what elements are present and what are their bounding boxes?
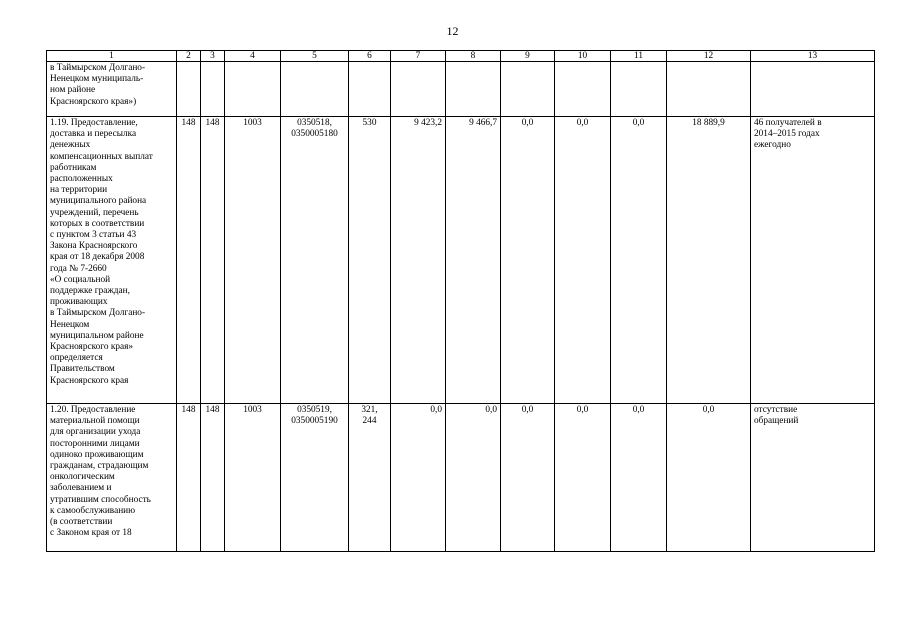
column-number: 10 <box>555 51 611 62</box>
value-cell: 0,0 <box>446 404 501 552</box>
total-cell: 18 889,9 <box>667 117 751 404</box>
measure-name-cell: в Таймырском Долгано- Ненецком муниципаль- ном районе Красноярского края») <box>47 62 177 117</box>
column-number: 5 <box>281 51 349 62</box>
column-number: 9 <box>501 51 555 62</box>
gr-code-cell: 148 <box>177 117 201 404</box>
expense-type-cell: 321, 244 <box>349 404 391 552</box>
total-cell: 0,0 <box>667 404 751 552</box>
result-cell: 46 получателей в 2014–2015 годах ежегодно <box>751 117 875 404</box>
value-cell: 0,0 <box>555 404 611 552</box>
column-number: 13 <box>751 51 875 62</box>
value-cell: 0,0 <box>501 117 555 404</box>
target-code-cell: 0350519, 0350005190 <box>281 404 349 552</box>
gr-code-cell: 148 <box>177 404 201 552</box>
value-cell: 0,0 <box>391 404 446 552</box>
gr-code-cell <box>177 62 201 117</box>
value-cell <box>555 62 611 117</box>
rz-code-cell: 148 <box>201 117 225 404</box>
rz-code-cell: 148 <box>201 404 225 552</box>
rz-code-cell <box>201 62 225 117</box>
section-code-cell: 1003 <box>225 404 281 552</box>
section-code-cell <box>225 62 281 117</box>
value-cell <box>446 62 501 117</box>
column-number-row <box>47 51 875 62</box>
table-row-1-19 <box>47 117 875 404</box>
value-cell <box>611 62 667 117</box>
target-code-cell: 0350518, 0350005180 <box>281 117 349 404</box>
measure-name-cell: 1.20. Предоставление материальной помощи для организации ухода посторонними лицами одиноко проживающим гражданам, страдающим онкологическим заболеванием и утратившим способность к самообслуживанию (в соответствии с Законом края от 18 <box>47 404 177 552</box>
table-row-continuation <box>47 62 875 117</box>
value-cell: 9 466,7 <box>446 117 501 404</box>
budget-table <box>46 50 875 552</box>
value-cell: 0,0 <box>501 404 555 552</box>
total-cell <box>667 62 751 117</box>
value-cell: 0,0 <box>611 117 667 404</box>
table-row-1-20 <box>47 404 875 552</box>
target-code-cell <box>281 62 349 117</box>
expense-type-cell: 530 <box>349 117 391 404</box>
column-number: 6 <box>349 51 391 62</box>
column-number: 12 <box>667 51 751 62</box>
result-cell: отсутствие обращений <box>751 404 875 552</box>
page-number: 12 <box>446 24 459 38</box>
value-cell: 9 423,2 <box>391 117 446 404</box>
value-cell: 0,0 <box>555 117 611 404</box>
column-number: 3 <box>201 51 225 62</box>
column-number: 11 <box>611 51 667 62</box>
column-number: 7 <box>391 51 446 62</box>
expense-type-cell <box>349 62 391 117</box>
measure-name-cell: 1.19. Предоставление, доставка и пересылка денежных компенсационных выплат работникам расположенных на территории муниципального района учреждений, перечень которых в соответствии с пунктом 3 статьи 43 Закона Красноярского края от 18 декабря 2008 года № 7-2660 «О социальной поддержке граждан, проживающих в Таймырском Долгано- Ненецком муниципальном районе Красноярского края» определяется Правительством Красноярского края <box>47 117 177 404</box>
column-number: 1 <box>47 51 177 62</box>
column-number: 8 <box>446 51 501 62</box>
value-cell <box>391 62 446 117</box>
value-cell: 0,0 <box>611 404 667 552</box>
result-cell <box>751 62 875 117</box>
section-code-cell: 1003 <box>225 117 281 404</box>
column-number: 2 <box>177 51 201 62</box>
column-number: 4 <box>225 51 281 62</box>
value-cell <box>501 62 555 117</box>
